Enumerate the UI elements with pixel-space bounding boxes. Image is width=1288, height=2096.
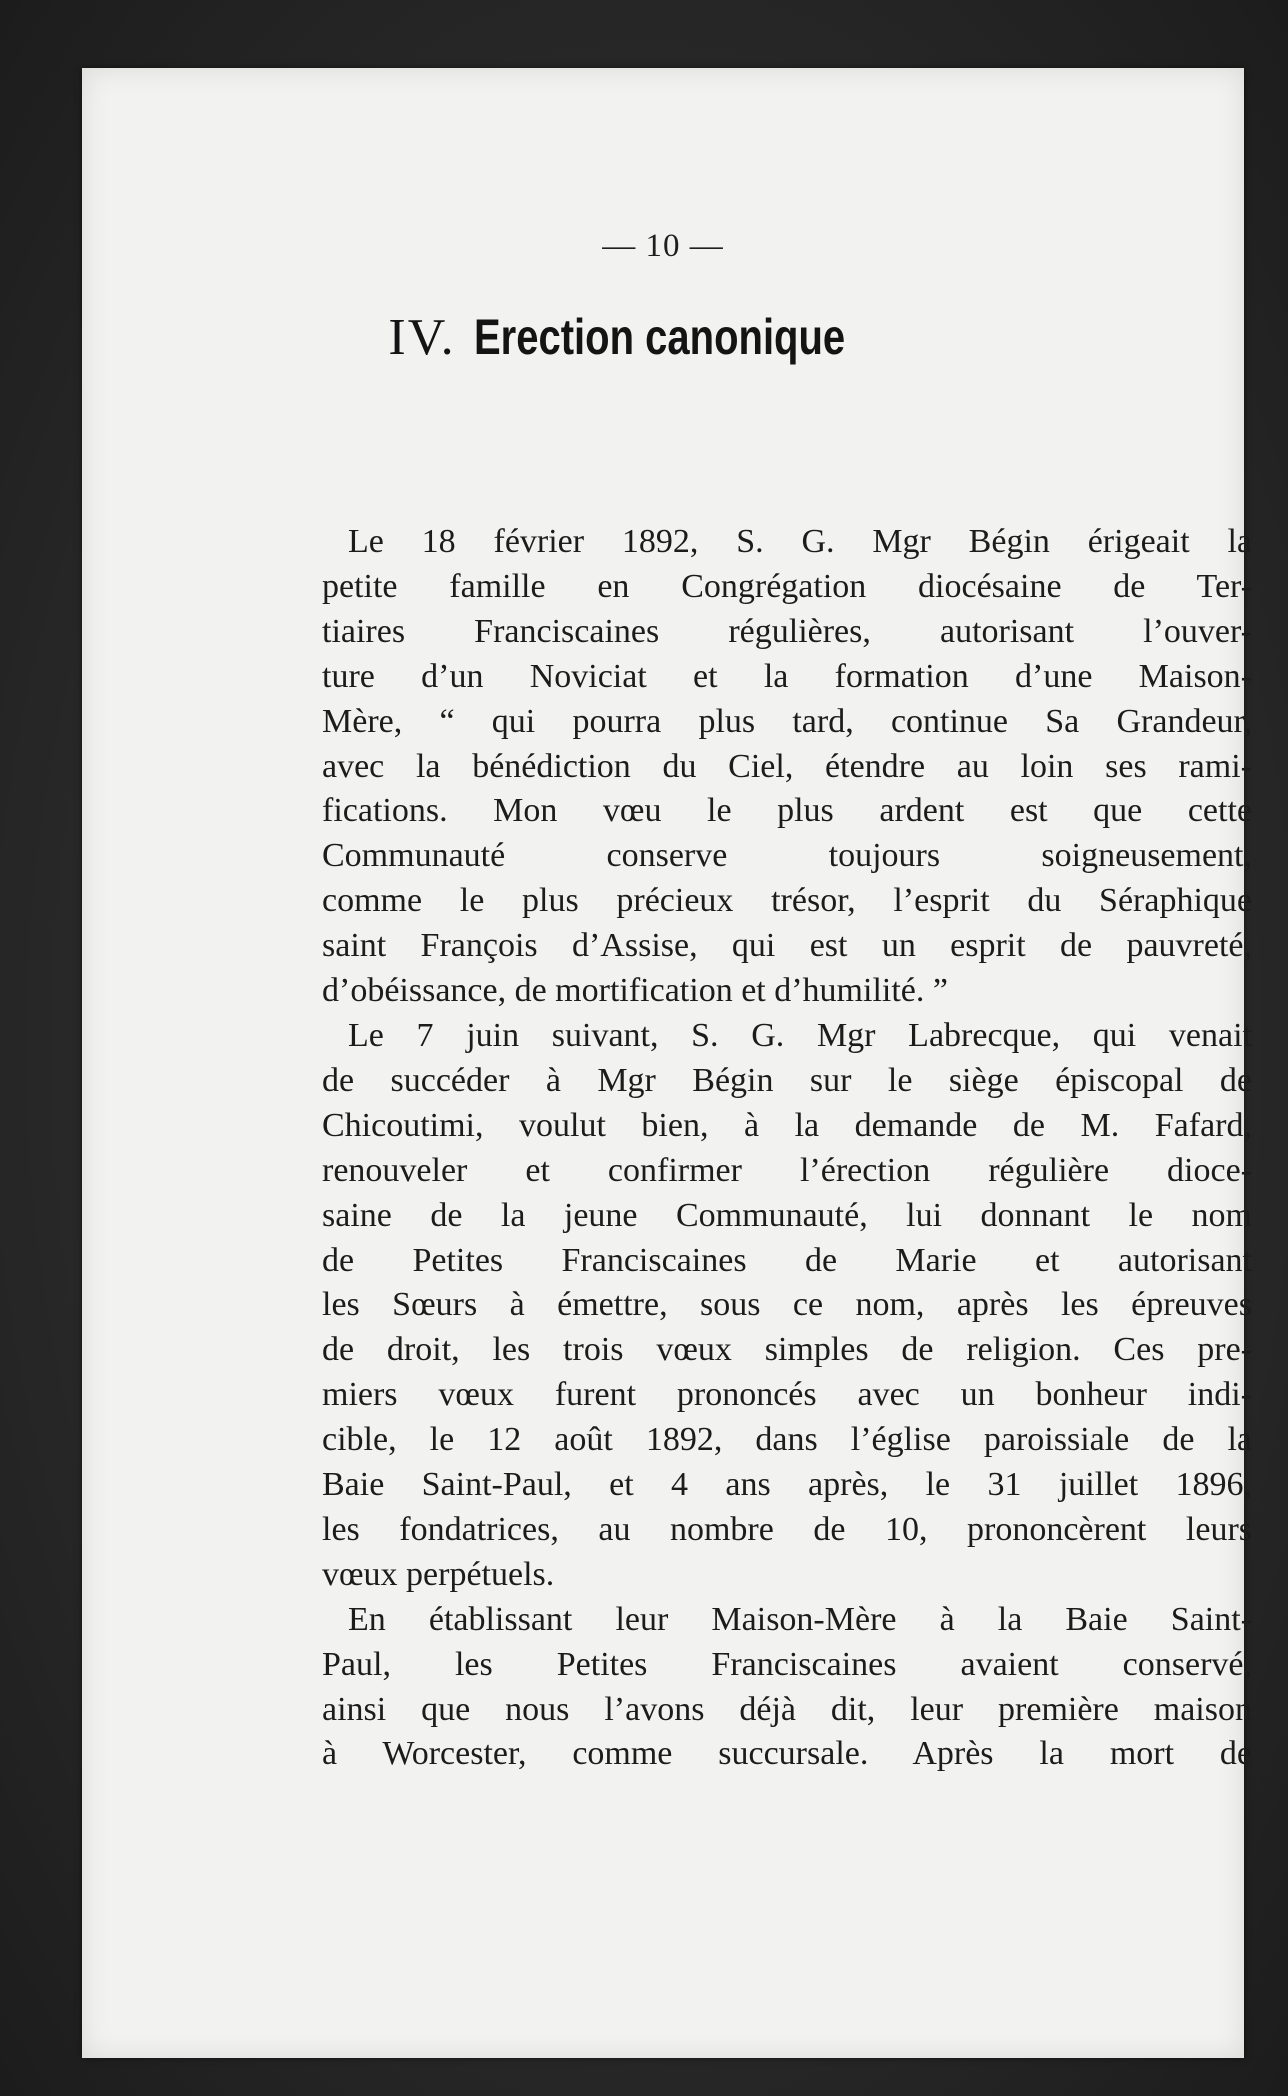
text-line: Mère, “ qui pourra plus tard, continue Sa Grandeur, — [322, 702, 1252, 740]
text-line: Baie Saint-Paul, et 4 ans après, le 31 juillet 1896, — [322, 1466, 1252, 1504]
text-line: comme le plus précieux trésor, l’esprit du Séraphique — [322, 882, 1252, 920]
text-line: de Petites Franciscaines de Marie et autorisant — [322, 1241, 1252, 1279]
text-line: Communauté conserve toujours soigneusement, — [322, 837, 1252, 875]
text-line: petite famille en Congrégation diocésaine de Ter- — [322, 567, 1252, 605]
text-line: vœux perpétuels. — [322, 1555, 555, 1593]
section-heading — [82, 308, 1244, 367]
text-line: ainsi que nous l’avons déjà dit, leur première maison — [322, 1690, 1252, 1728]
paragraph-3 — [322, 1598, 1252, 1778]
text-line: d’obéissance, de mortification et d’humilité. ” — [322, 972, 948, 1010]
section-title: Erection canonique — [473, 309, 845, 365]
text-line: saine de la jeune Communauté, lui donnant le nom — [322, 1196, 1252, 1234]
text-line: tiaires Franciscaines régulières, autorisant l’ouver- — [322, 612, 1252, 650]
page-number: — 10 — — [602, 228, 724, 264]
text-line: à Worcester, comme succursale. Après la mort de — [322, 1735, 1252, 1773]
text-line: les fondatrices, au nombre de 10, prononcèrent leurs — [322, 1510, 1252, 1548]
text-line: Chicoutimi, voulut bien, à la demande de M. Fafard, — [322, 1106, 1252, 1144]
text-line: de droit, les trois vœux simples de religion. Ces pre- — [322, 1331, 1252, 1369]
book-page — [82, 68, 1252, 2058]
text-line: cible, le 12 août 1892, dans l’église paroissiale de la — [322, 1421, 1252, 1459]
text-line: ture d’un Noviciat et la formation d’une Maison- — [322, 657, 1252, 695]
text-line: de succéder à Mgr Bégin sur le siège épiscopal de — [322, 1061, 1252, 1099]
body-text — [322, 520, 1252, 1777]
text-line: Paul, les Petites Franciscaines avaient conservé, — [322, 1645, 1252, 1683]
text-line: Le 7 juin suivant, S. G. Mgr Labrecque, qui venait — [348, 1016, 1252, 1054]
paragraph-1 — [322, 520, 1252, 1014]
text-line: les Sœurs à émettre, sous ce nom, après les épreuves — [322, 1286, 1252, 1324]
text-line: saint François d’Assise, qui est un esprit de pauvreté, — [322, 927, 1252, 965]
text-line: avec la bénédiction du Ciel, étendre au loin ses rami- — [322, 747, 1252, 785]
paragraph-2 — [322, 1014, 1252, 1598]
text-line: renouveler et confirmer l’érection régulière dioce- — [322, 1151, 1252, 1189]
text-line: En établissant leur Maison-Mère à la Baie Saint- — [348, 1600, 1252, 1638]
section-number: IV. — [388, 309, 456, 366]
text-line: miers vœux furent prononcés avec un bonheur indi- — [322, 1376, 1252, 1414]
text-line: fications. Mon vœu le plus ardent est que cette — [322, 792, 1252, 830]
text-line: Le 18 février 1892, S. G. Mgr Bégin érigeait la — [348, 523, 1252, 560]
